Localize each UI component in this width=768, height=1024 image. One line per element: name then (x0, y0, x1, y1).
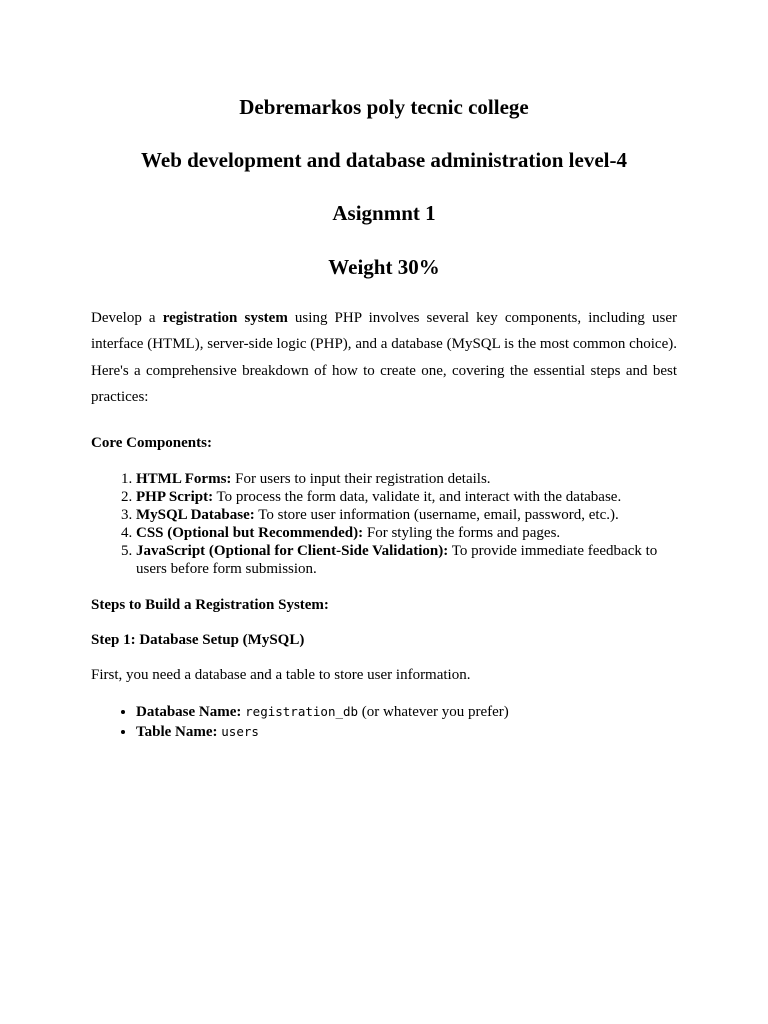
database-name-code: registration_db (245, 703, 359, 719)
list-item-label: JavaScript (Optional for Client-Side Validation): (136, 542, 449, 559)
list-item-label: Table Name: (136, 723, 218, 740)
list-item-label: PHP Script: (136, 488, 214, 505)
step1-heading: Step 1: Database Setup (MySQL) (91, 631, 305, 648)
intro-text-rest: using PHP involves several key components, including user interface (HTML), server-side logic (PHP), and a database (MySQL is the most common choice). Here's a comprehensive breakdown of how to create one, covering the essential steps and best practices: (91, 309, 677, 406)
list-item (136, 470, 677, 488)
step1-paragraph: First, you need a database and a table to store user information. (91, 666, 471, 683)
list-item-label: HTML Forms: (136, 470, 232, 487)
assignment-title: Asignmnt 1 (332, 201, 436, 226)
steps-heading: Steps to Build a Registration System: (91, 596, 329, 613)
table-name-code: users (221, 723, 259, 739)
intro-text-start: Develop a (91, 309, 163, 326)
list-item (136, 506, 677, 524)
intro-paragraph (91, 305, 677, 411)
database-info-list (91, 702, 677, 742)
list-item (136, 702, 677, 722)
intro-bold-term: registration system (162, 309, 288, 326)
list-item-label: MySQL Database: (136, 506, 255, 523)
list-item (136, 542, 677, 578)
list-item-text: (or whatever you prefer) (358, 703, 509, 720)
list-item-text: To store user information (username, email, password, etc.). (254, 506, 619, 523)
list-item-label: Database Name: (136, 703, 242, 720)
list-item-text: For styling the forms and pages. (363, 524, 561, 541)
list-item (136, 722, 677, 742)
course-title: Web development and database administration level-4 (141, 148, 627, 173)
list-item-text: For users to input their registration details. (231, 470, 491, 487)
weight-title: Weight 30% (328, 254, 440, 279)
list-item (136, 524, 677, 542)
core-components-list (91, 470, 677, 578)
list-item (136, 488, 677, 506)
list-item-label: CSS (Optional but Recommended): (136, 524, 364, 541)
list-item-text: To provide immediate feedback to users before form submission. (136, 542, 658, 577)
list-item-text: To process the form data, validate it, and interact with the database. (213, 488, 622, 505)
college-title: Debremarkos poly tecnic college (239, 95, 529, 119)
core-components-heading: Core Components: (91, 434, 212, 451)
